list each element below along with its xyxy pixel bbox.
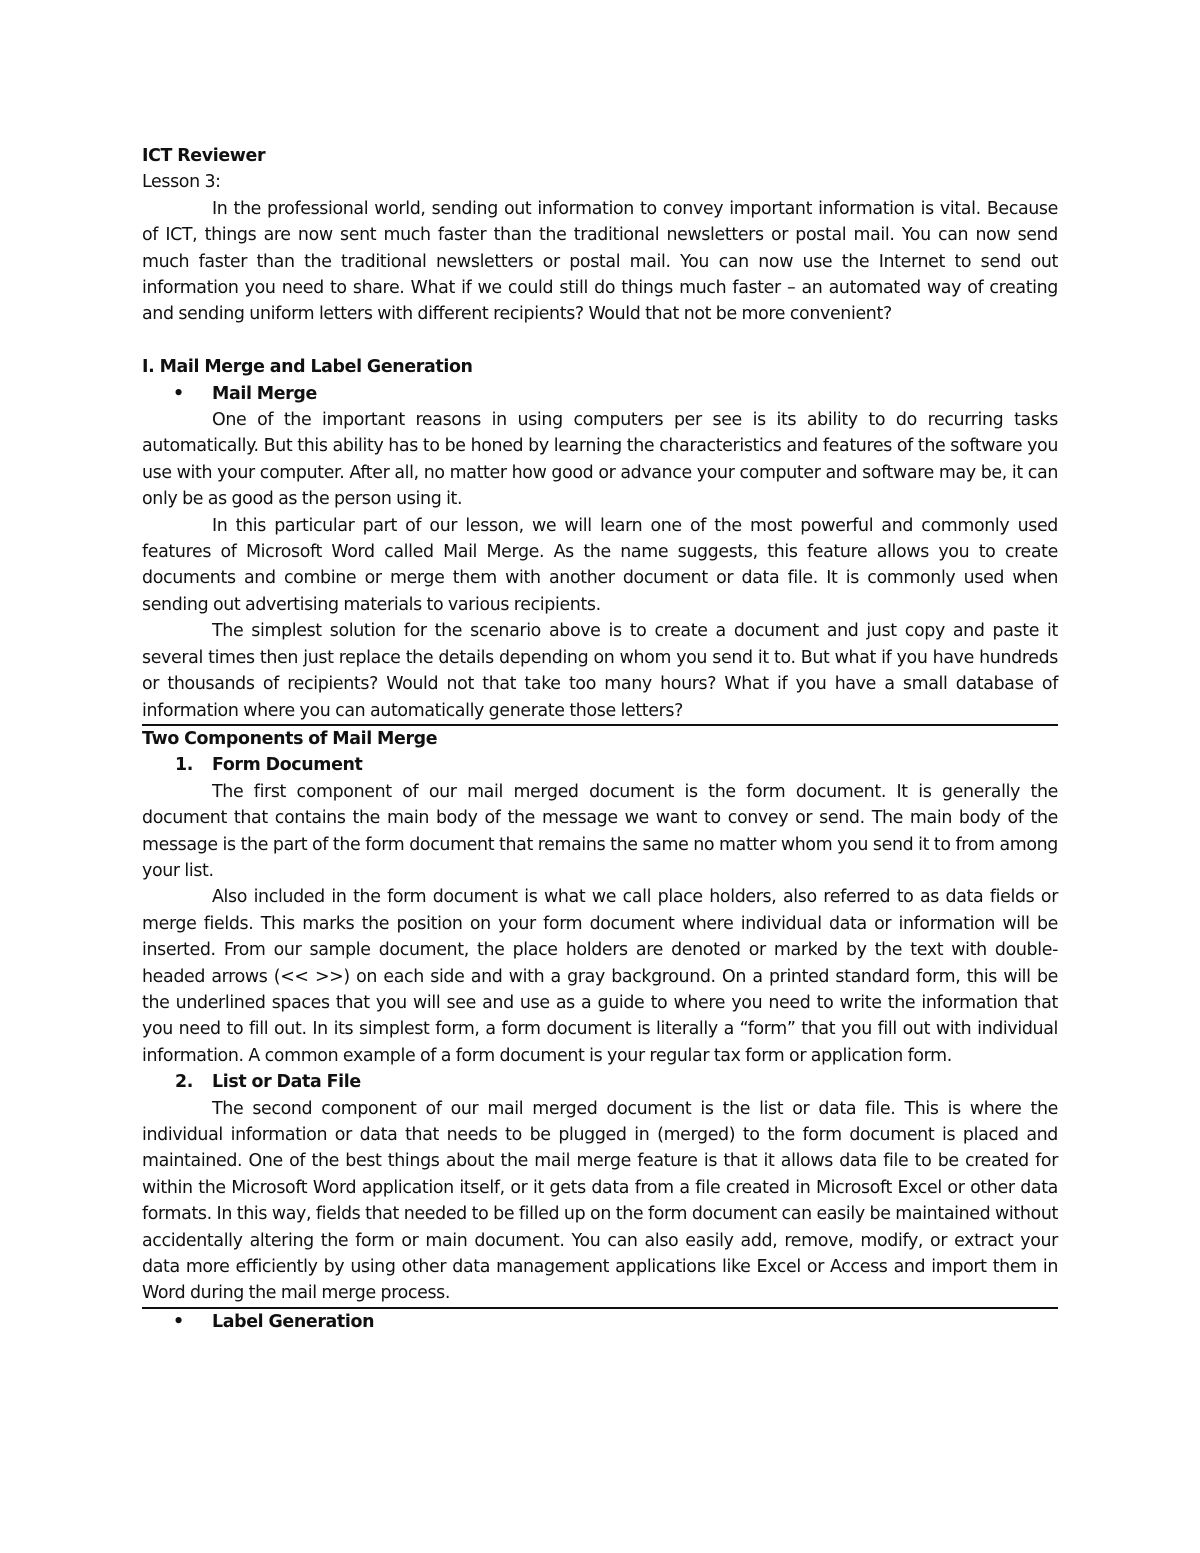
- list-number: 1.: [175, 755, 194, 776]
- mail-merge-paragraph-1: One of the important reasons in using computers per see is its ability to do recurring tasks automatically. But this ability has to be honed by learning the characteristics and features of the software you use with your computer. After all, no matter how good or advance your computer and software may be, it can only be as good as the person using it.: [142, 410, 1058, 510]
- form-document-paragraph-2: Also included in the form document is what we call place holders, also referred to as data fields or merge fields. This marks the position on your form document where individual data or information will be inserted. From our sample document, the place holders are denoted or marked by the text with double-headed arrows (<< >>) on each side and with a gray background. On a printed standard form, this will be the underlined spaces that you will see and use as a guide to where you need to write the information that you need to fill out. In its simplest form, a form document is literally a “form” that you fill out with individual information. A common example of a form document is your regular tax form or application form.: [142, 887, 1058, 1066]
- document-page: [142, 143, 1058, 1335]
- components-heading: Two Components of Mail Merge: [142, 728, 438, 749]
- label-generation-heading-text: Label Generation: [212, 1311, 375, 1332]
- bullet-icon: •: [173, 1311, 184, 1332]
- mail-merge-heading-text: Mail Merge: [212, 383, 317, 404]
- list-data-file-heading: [142, 1069, 1058, 1095]
- mail-merge-paragraph-2: In this particular part of our lesson, we will learn one of the most powerful and commonly used features of Microsoft Word called Mail Merge. As the name suggests, this feature allows you to create documents and combine or merge them with another document or data file. It is commonly used when sending out advertising materials to various recipients.: [142, 515, 1058, 615]
- list-data-file-heading-text: List or Data File: [212, 1072, 361, 1093]
- form-document-heading: [142, 752, 1058, 778]
- lesson-label: Lesson 3:: [142, 172, 221, 193]
- intro-paragraph: In the professional world, sending out information to convey important information is vital. Because of ICT, things are now sent much faster than the traditional newsletters or postal mail. You can now send much faster than the traditional newsletters or postal mail. You can now use the Internet to send out information you need to share. What if we could still do things much faster – an automated way of creating and sending uniform letters with different recipients? Would that not be more convenient?: [142, 198, 1058, 325]
- label-generation-heading: [142, 1309, 1058, 1335]
- form-document-heading-text: Form Document: [212, 755, 363, 776]
- form-document-paragraph-1: The first component of our mail merged document is the form document. It is generally the document that contains the main body of the message we want to convey or send. The main body of the message is the part of the form document that remains the same no matter whom you send it to from among your list.: [142, 781, 1058, 881]
- mail-merge-heading: [142, 381, 1058, 407]
- bullet-icon: •: [173, 383, 184, 404]
- blank-line: [142, 328, 1058, 354]
- list-number: 2.: [175, 1072, 194, 1093]
- document-title: ICT Reviewer: [142, 146, 266, 166]
- mail-merge-paragraph-3: The simplest solution for the scenario above is to create a document and just copy and paste it several times then just replace the details depending on whom you send it to. But what if you have hundreds or thousands of recipients? Would not that take too many hours? What if you have a small database of information where you can automatically generate those letters?: [142, 618, 1058, 726]
- list-data-file-paragraph-1: The second component of our mail merged document is the list or data file. This is where the individual information or data that needs to be plugged in (merged) to the form document is placed and maintained. One of the best things about the mail merge feature is that it allows data file to be created for within the Microsoft Word application itself, or it gets data from a file created in Microsoft Excel or other data formats. In this way, fields that needed to be filled up on the form document can easily be maintained without accidentally altering the form or main document. You can also easily add, remove, modify, or extract your data more efficiently by using other data management applications like Excel or Access and import them in Word during the mail merge process.: [142, 1096, 1058, 1309]
- section-heading: I. Mail Merge and Label Generation: [142, 357, 473, 378]
